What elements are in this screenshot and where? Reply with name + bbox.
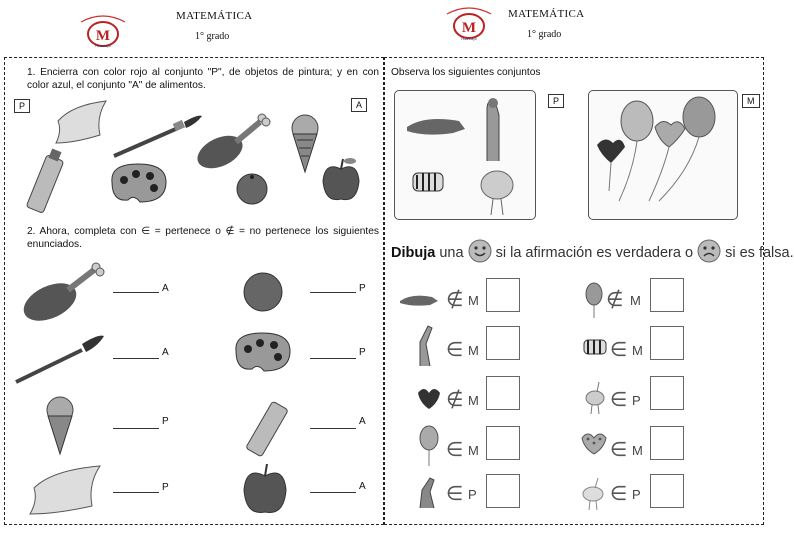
row-set-label-10: P [632, 487, 641, 502]
set-tag-p: P [14, 99, 30, 113]
right-intro: Observa los siguientes conjuntos [391, 67, 541, 78]
belongs-symbol-2: ∈ [446, 339, 464, 361]
row2-dotted-heart-icon [578, 430, 610, 463]
row-set-label-9: M [632, 443, 643, 458]
instruction-bold: Dibuja [391, 244, 436, 261]
school-logo-right [439, 4, 499, 42]
answer-blank-6[interactable] [310, 428, 356, 429]
row2-zebra-icon [580, 330, 610, 367]
paint-tube-image [20, 148, 76, 221]
instruction-line [391, 239, 794, 267]
belongs-symbol-5: ∈ [446, 483, 464, 505]
answer-box-7[interactable] [650, 326, 684, 360]
row-giraffe-small-icon [412, 474, 442, 515]
belongs-symbol-10: ∈ [610, 483, 628, 505]
question-1: 1. Encierra con color rojo al conjunto "P", de objetos de pintura; y en con color azul, el conjunto "A" de alimentos. [27, 67, 379, 91]
instruction-part-1: una [435, 244, 468, 261]
cloth-image [52, 97, 110, 150]
item-orange [238, 270, 288, 319]
row-set-label-7: M [632, 343, 643, 358]
set-label-8: A [359, 481, 366, 492]
item-apple [240, 460, 290, 525]
answer-blank-8[interactable] [310, 492, 356, 493]
drumstick-image [194, 112, 270, 175]
item-drumstick [20, 262, 104, 327]
answer-box-10[interactable] [650, 474, 684, 508]
row2-balloon-icon [584, 282, 604, 323]
set-label-3: A [162, 347, 169, 358]
set-p-frame [394, 90, 536, 220]
not-belongs-symbol-3: ∉ [446, 389, 464, 411]
happy-face-icon [468, 239, 492, 267]
row-balloon-icon [418, 424, 440, 471]
row-set-label-4: M [468, 443, 479, 458]
answer-box-3[interactable] [486, 376, 520, 410]
row-set-label-1: M [468, 293, 479, 308]
set-label-1: A [162, 283, 169, 294]
set-label-6: A [359, 416, 366, 427]
belongs-symbol-9: ∈ [610, 439, 628, 461]
set-label-2: P [359, 283, 366, 294]
answer-box-9[interactable] [650, 426, 684, 460]
row-set-label-8: P [632, 393, 641, 408]
set-tag-m-right: M [742, 94, 760, 108]
belongs-symbol-7: ∈ [610, 339, 628, 361]
set-label-7: P [162, 482, 169, 493]
svg-text:Huancayo: Huancayo [461, 37, 477, 41]
paintbrush-image [108, 110, 204, 167]
set-label-4: P [359, 347, 366, 358]
row-set-label-2: M [468, 343, 479, 358]
row-heart-balloon-icon [414, 385, 444, 418]
apple-image [319, 155, 363, 210]
svg-text:M: M [461, 20, 477, 36]
school-logo-left [73, 12, 133, 48]
header-grade-left: 1° grado [195, 31, 230, 42]
item-cloth [26, 462, 106, 521]
belongs-symbol-8: ∈ [610, 389, 628, 411]
row2-ostrich-small-icon [578, 476, 608, 515]
answer-box-6[interactable] [650, 278, 684, 312]
header-title-left: MATEMÁTICA [176, 10, 253, 22]
answer-blank-3[interactable] [113, 358, 159, 359]
item-ice-cream [40, 394, 80, 463]
set-tag-p-right: P [548, 94, 564, 108]
row-set-label-6: M [630, 293, 641, 308]
palette-image [106, 160, 170, 211]
answer-box-1[interactable] [486, 278, 520, 312]
svg-text:Huancayo: Huancayo [95, 44, 111, 48]
set-m-frame [588, 90, 738, 220]
row-set-label-5: P [468, 487, 477, 502]
answer-box-8[interactable] [650, 376, 684, 410]
set-tag-a: A [351, 98, 367, 112]
answer-box-5[interactable] [486, 474, 520, 508]
row-crocodile-icon [398, 287, 442, 316]
header-title-right: MATEMÁTICA [508, 8, 585, 20]
row-giraffe-icon [410, 322, 440, 373]
item-paint-tube [238, 396, 298, 461]
item-palette [230, 329, 294, 380]
answer-blank-1[interactable] [113, 292, 159, 293]
item-paintbrush [10, 328, 106, 393]
belongs-symbol-4: ∈ [446, 439, 464, 461]
answer-blank-2[interactable] [310, 292, 356, 293]
orange-image [232, 170, 272, 211]
answer-blank-4[interactable] [310, 358, 356, 359]
row-set-label-3: M [468, 393, 479, 408]
not-belongs-symbol-6: ∉ [606, 289, 624, 311]
instruction-part-2: si la afirmación es verdadera o [491, 244, 698, 261]
answer-box-4[interactable] [486, 426, 520, 460]
answer-box-2[interactable] [486, 326, 520, 360]
svg-text:M: M [95, 28, 111, 44]
header-grade-right: 1° grado [527, 29, 562, 40]
sad-face-icon [697, 239, 721, 267]
not-belongs-symbol-1: ∉ [446, 289, 464, 311]
row2-ostrich-icon [582, 380, 608, 419]
set-label-5: P [162, 416, 169, 427]
question-2: 2. Ahora, completa con ∈ = pertenece o ∉ = no pertenece los siguientes enunciados. [27, 226, 379, 250]
instruction-part-3: si es falsa. [721, 244, 794, 261]
answer-blank-5[interactable] [113, 428, 159, 429]
answer-blank-7[interactable] [113, 492, 159, 493]
